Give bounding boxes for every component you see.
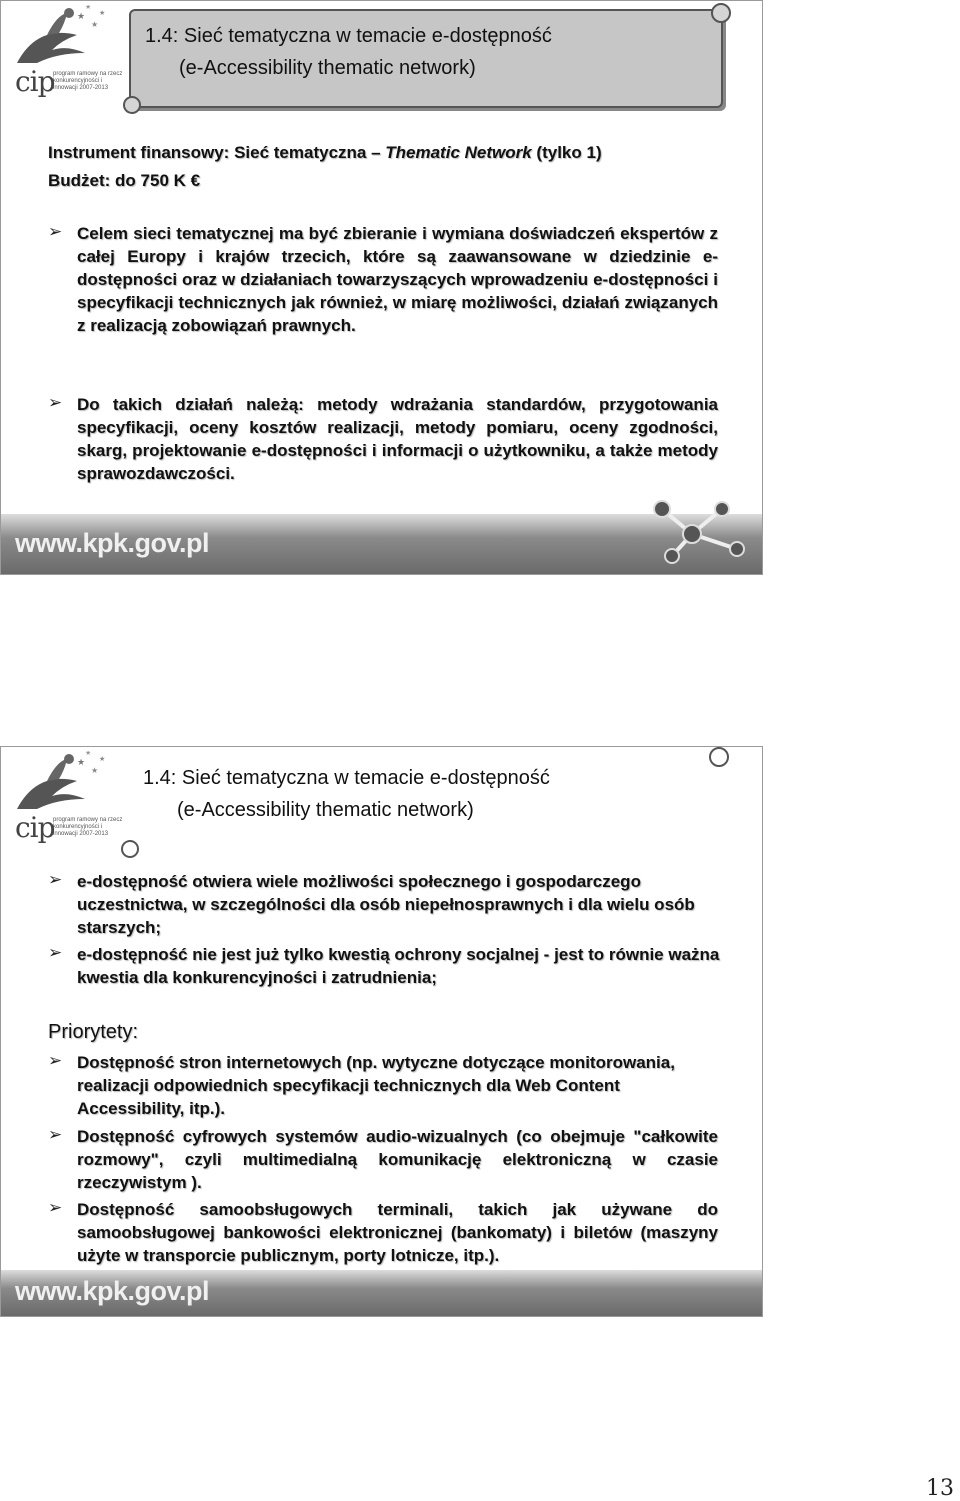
footer-url: www.kpk.gov.pl (15, 528, 210, 558)
cip-logo (7, 751, 127, 851)
footer-bar (1, 514, 762, 574)
svg-text:★: ★ (99, 756, 106, 763)
svg-text:★: ★ (77, 11, 86, 21)
svg-text:★: ★ (99, 10, 106, 17)
scroll-curl-decoration (121, 840, 139, 858)
priority-terminals: Dostępność samoobsługowych terminali, takich jak używane do samoobsługowej bankowości elektronicznej (bankomaty) i biletów (maszyny użyte w transporcie publicznym, porty lotnicze, itp.). (77, 1200, 718, 1265)
paragraph-goal: Celem sieci tematycznej ma być zbieranie i wymiana doświadczeń ekspertów z całej Europy i krajów trzecich, które są zaawansowane w dziedzinie e-dostępności oraz w działaniach towarzyszących wprowadzeniu e-dostępności i specyfikacji technicznych jak również, w miarę możliwości, działań związanych z realizacją zobowiązań prawnych. (77, 224, 718, 335)
logo-text: cip (15, 65, 55, 98)
page-number: 13 (926, 1476, 954, 1501)
priorities-heading: Priorytety: (48, 1021, 139, 1043)
slide-2 (0, 746, 763, 1317)
arrow-bullet-icon: ➢ (48, 1051, 63, 1070)
title-banner (129, 755, 719, 850)
logo-subtitle: program ramowy na rzecz konkurencyjności i innowacji 2007-2013 (53, 71, 123, 91)
svg-text:★: ★ (91, 20, 99, 29)
logo-subtitle: program ramowy na rzecz konkurencyjności i innowacji 2007-2013 (53, 817, 123, 837)
svg-text:★: ★ (85, 751, 92, 757)
slide-1 (0, 0, 763, 575)
footer-bar (1, 1270, 762, 1316)
title-line-2: (e-Accessibility thematic network) (179, 57, 476, 79)
title-line-1: 1.4: Sieć tematyczna w temacie e-dostępność (145, 25, 552, 47)
instrument-italic: Thematic Network (385, 143, 532, 162)
arrow-bullet-icon: ➢ (48, 1125, 63, 1144)
molecule-icon (642, 494, 752, 564)
arrow-bullet-icon: ➢ (48, 222, 63, 241)
paragraph-activities: Do takich działań należą: metody wdrażania standardów, przygotowania specyfikacji, oceny kosztów realizacji, metody pomiaru, oceny zgodności, skarg, projektowanie e-dostępności i informacji o użytkowniku, a także metody sprawozdawczości. (77, 395, 718, 483)
arrow-bullet-icon: ➢ (48, 1198, 63, 1217)
scroll-curl-decoration (709, 747, 729, 767)
arrow-bullet-icon: ➢ (48, 943, 63, 962)
svg-text:★: ★ (91, 766, 99, 775)
scroll-curl-decoration (123, 96, 141, 114)
footer-url: www.kpk.gov.pl (15, 1276, 210, 1306)
paragraph-competitiveness: e-dostępność nie jest już tylko kwestią ochrony socjalnej - jest to równie ważna kwestia dla konkurencyjności i zatrudnienia; (77, 945, 720, 987)
title-line-2: (e-Accessibility thematic network) (177, 799, 474, 821)
cip-logo (7, 5, 127, 105)
svg-text:★: ★ (77, 757, 86, 767)
scroll-curl-decoration (711, 3, 731, 23)
svg-text:★: ★ (85, 5, 92, 11)
title-banner (129, 9, 723, 108)
logo-text: cip (15, 811, 55, 844)
priority-web-content: Dostępność stron internetowych (np. wytyczne dotyczące monitorowania, realizacji odpowiednich specyfikacji technicznych dla Web Content Accessibility, itp.). (77, 1053, 675, 1118)
arrow-bullet-icon: ➢ (48, 393, 63, 412)
instrument-prefix: Instrument finansowy: Sieć tematyczna – (48, 143, 386, 162)
priority-audio-visual: Dostępność cyfrowych systemów audio-wizualnych (co obejmuje "całkowite rozmowy", czyli multimedialną komunikację elektroniczną w czasie rzeczywistym ). (77, 1127, 718, 1192)
instrument-suffix: (tylko 1) (531, 143, 602, 162)
title-line-1: 1.4: Sieć tematyczna w temacie e-dostępność (143, 767, 550, 789)
instrument-line (48, 141, 748, 164)
budget-line: Budżet: do 750 K € (48, 171, 201, 190)
paragraph-participation: e-dostępność otwiera wiele możliwości społecznego i gospodarczego uczestnictwa, w szczególności dla osób niepełnosprawnych i dla wielu osób starszych; (77, 872, 695, 937)
arrow-bullet-icon: ➢ (48, 870, 63, 889)
